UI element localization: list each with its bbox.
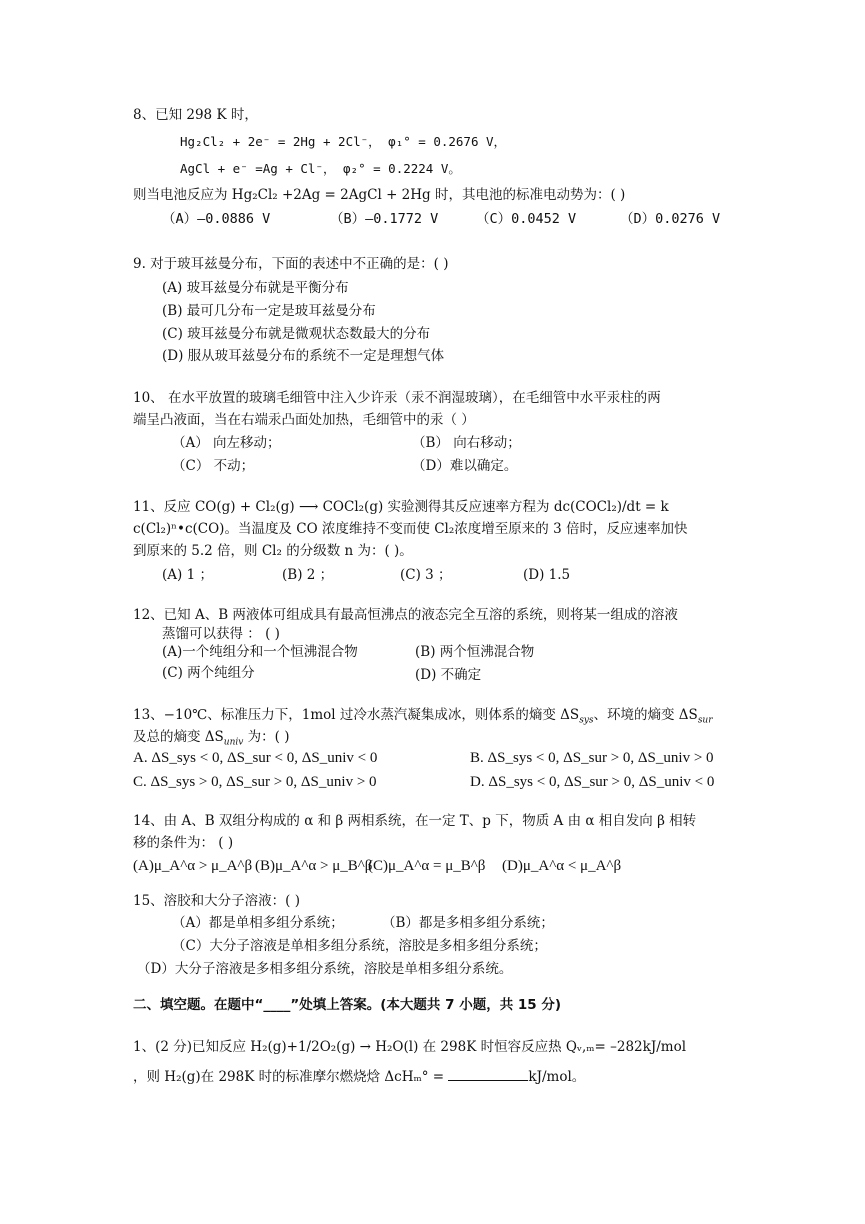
q15-option-d[interactable]: （D）大分子溶液是多相多组分系统，溶胶是单相多组分系统。 xyxy=(137,961,513,977)
q12-option-d[interactable]: (D) 不确定 xyxy=(415,667,482,683)
q13-line-1b-text: 、环境的熵变 ΔS xyxy=(593,707,698,723)
fill1-answer-blank[interactable] xyxy=(448,1068,528,1081)
q9-option-a[interactable]: (A) 玻耳兹曼分布就是平衡分布 xyxy=(162,280,349,296)
q14-option-c[interactable]: (C)μ_A^α = μ_B^β xyxy=(368,858,486,874)
fill1-line-2-text: ，则 H₂(g)在 298K 时的标准摩尔燃烧焓 ΔcHₘ° = xyxy=(133,1069,445,1085)
q14-line-2: 移的条件为： ( ) xyxy=(133,835,234,851)
q8-option-b[interactable]: （B）–0.1772 V xyxy=(330,211,439,227)
q10-option-c[interactable]: （C） 不动； xyxy=(172,458,255,474)
q8-option-c[interactable]: （C）0.0452 V xyxy=(476,211,577,227)
q15-stem: 15、溶胶和大分子溶液：( ) xyxy=(133,893,301,909)
q12-line-2: 蒸馏可以获得 ： ( ) xyxy=(162,626,280,642)
q9-option-c[interactable]: (C) 玻耳兹曼分布就是微观状态数最大的分布 xyxy=(162,326,431,342)
q13-option-a[interactable]: A. ΔS_sys < 0, ΔS_sur < 0, ΔS_univ < 0 xyxy=(133,750,378,766)
q11-line-2: c(Cl₂)ⁿ•c(CO)。当温度及 CO 浓度维持不变而使 Cl₂浓度增至原来的 3 倍时，反应速率加快 xyxy=(133,521,688,537)
q14-option-d[interactable]: (D)μ_A^α < μ_A^β xyxy=(502,858,622,874)
section-2-heading: 二、填空题。在题中“____”处填上答案。(本大题共 7 小题，共 15 分) xyxy=(133,997,562,1013)
q10-option-a[interactable]: （A） 向左移动； xyxy=(172,435,281,451)
q9-stem: 9. 对于玻耳兹曼分布，下面的表述中不正确的是：( ) xyxy=(133,256,449,272)
q13-option-b[interactable]: B. ΔS_sys < 0, ΔS_sur > 0, ΔS_univ > 0 xyxy=(470,750,714,766)
q13-line-2-text: 及总的熵变 ΔS xyxy=(133,729,224,745)
q10-line-1: 10、 在水平放置的玻璃毛细管中注入少许汞（汞不润湿玻璃），在毛细管中水平汞柱的两 xyxy=(133,390,661,406)
q15-option-b[interactable]: （B）都是多相多组分系统； xyxy=(382,915,554,931)
q14-line-1: 14、由 A、B 双组分构成的 α 和 β 两相系统，在一定 T、p 下，物质 A 由 α 相自发向 β 相转 xyxy=(133,813,697,829)
q11-option-a[interactable]: (A) 1 ； xyxy=(162,567,213,583)
q12-option-b[interactable]: (B) 两个恒沸混合物 xyxy=(415,644,535,660)
q8-option-a[interactable]: （A）–0.0886 V xyxy=(162,211,271,227)
q8-equation-1: Hg₂Cl₂ + 2e⁻ = 2Hg + 2Cl⁻， φ₁° = 0.2676 V， xyxy=(180,134,507,149)
q13-line-1-text: 13、−10℃、标准压力下，1mol 过冷水蒸汽凝集成冰，则体系的熵变 ΔS xyxy=(133,707,580,723)
fill1-line-1: 1、(2 分)已知反应 H₂(g)+1/2O₂(g) → H₂O(l) 在 298K 时恒容反应热 Qᵥ,ₘ= –282kJ/mol xyxy=(133,1039,687,1055)
q14-option-a[interactable]: (A)μ_A^α > μ_A^β xyxy=(133,858,253,874)
q8-question-line: 则当电池反应为 Hg₂Cl₂ +2Ag = 2AgCl + 2Hg 时，其电池的标准电动势为：( ) xyxy=(133,187,626,203)
q10-line-2: 端呈凸液面，当在右端汞凸面处加热，毛细管中的汞（ ） xyxy=(133,412,475,428)
q10-option-b[interactable]: （B） 向右移动； xyxy=(412,435,521,451)
q13-option-d[interactable]: D. ΔS_sys < 0, ΔS_sur > 0, ΔS_univ < 0 xyxy=(470,774,715,790)
q8-equation-2: AgCl + e⁻ =Ag + Cl⁻， φ₂° = 0.2224 V。 xyxy=(180,161,461,176)
q11-option-d[interactable]: (D) 1.5 xyxy=(523,567,571,583)
q12-line-1: 12、已知 A、B 两液体可组成具有最高恒沸点的液态完全互溶的系统，则将某一组成的溶液 xyxy=(133,607,678,623)
q9-option-b[interactable]: (B) 最可几分布一定是玻耳兹曼分布 xyxy=(162,303,376,319)
q11-line-3: 到原来的 5.2 倍，则 Cl₂ 的分级数 n 为：( )。 xyxy=(133,543,413,559)
q11-line-1: 11、反应 CO(g) + Cl₂(g) ⟶ COCl₂(g) 实验测得其反应速率方程为 dc(COCl₂)/dt = k xyxy=(133,499,669,515)
q11-option-b[interactable]: (B) 2 ； xyxy=(282,567,334,583)
q12-option-a[interactable]: (A)一个纯组分和一个恒沸混合物 xyxy=(162,644,358,660)
q11-option-c[interactable]: (C) 3 ； xyxy=(400,567,452,583)
q13-line-1: 13、−10℃、标准压力下，1mol 过冷水蒸汽凝集成冰，则体系的熵变 $\Delta S_{sys}$、环境的熵变 $\Delta S_{sur}$ xyxy=(133,707,713,726)
q13-line-2b-text: 为：( ) xyxy=(243,729,290,745)
fill1-line-2 xyxy=(133,1068,585,1086)
q8-stem: 8、已知 298 K 时， xyxy=(133,107,258,123)
q10-option-d[interactable]: （D）难以确定。 xyxy=(412,458,518,474)
q8-option-d[interactable]: （D）0.0276 V xyxy=(620,211,721,227)
q12-option-c[interactable]: (C) 两个纯组分 xyxy=(162,665,255,681)
q9-option-d[interactable]: (D) 服从玻耳兹曼分布的系统不一定是理想气体 xyxy=(162,348,445,364)
q13-option-c[interactable]: C. ΔS_sys > 0, ΔS_sur > 0, ΔS_univ > 0 xyxy=(133,774,377,790)
q15-option-a[interactable]: （A）都是单相多组分系统； xyxy=(172,915,344,931)
q15-option-c[interactable]: （C）大分子溶液是单相多组分系统，溶胶是多相多组分系统； xyxy=(172,938,547,954)
q13-line-2: 及总的熵变 $\Delta S_{univ}$ 为：( ) xyxy=(133,729,290,748)
fill1-unit: kJ/mol。 xyxy=(528,1069,586,1085)
q14-option-b[interactable]: (B)μ_A^α > μ_B^β xyxy=(255,858,373,874)
